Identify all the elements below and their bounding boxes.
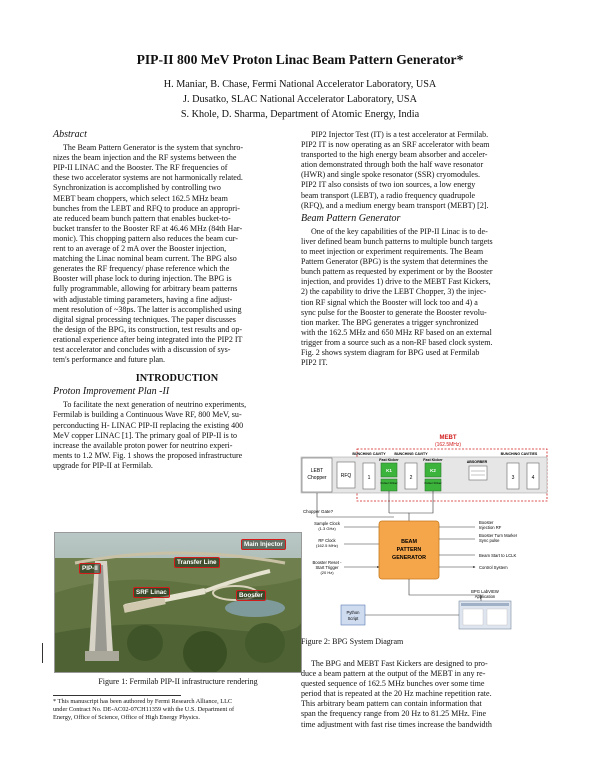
figure2-diagram [299, 433, 551, 633]
labview-titlebar [461, 603, 509, 606]
cavity-4-number: 4 [531, 475, 535, 481]
text-line: digital signal processing techniques. The paper discusses [53, 314, 236, 324]
text-line: ation demonstrated through both the half wave resonator [301, 160, 484, 170]
labview-label-2: Application [474, 594, 496, 599]
mebt-freq: (162.5MHz) [434, 442, 462, 448]
text-line: bucket transfer to the Booster RF at 46.46 MHz (84th Har- [53, 223, 243, 233]
text-line: these two accelerator systems are not harmonically related. [53, 173, 243, 183]
text-line: sync pulse for the Booster to generate the Booster revolu- [301, 307, 487, 317]
output-beam-start: Beam Start to LCLK [479, 553, 517, 558]
bpg-box-line-1: BEAM [401, 539, 417, 545]
cavity-3-number: 3 [511, 475, 515, 481]
start-trigger-label: Start Trigger [315, 565, 339, 570]
output-control-system: Control System [479, 565, 508, 570]
python-box [341, 605, 365, 625]
absorber-label: ABSORBER [466, 460, 488, 464]
text-line: perconducting H- LINAC PIP-II replacing the existing 400 [53, 420, 244, 430]
figure1-label-transfer-line: Transfer Line [174, 557, 220, 568]
figure1-label-srf-linac: SRF Linac [133, 587, 170, 598]
text-line: trigger from a source such as a non-RF based clock system. [301, 337, 493, 347]
rfq-label: RFQ [340, 473, 352, 479]
cavity-2-number: 2 [409, 475, 413, 481]
output-arrows [439, 527, 475, 567]
text-line: PIP2 Injector Test (IT) is a test accelerator at Fermilab. [311, 130, 489, 139]
mebt-label: MEBT [439, 435, 457, 441]
text-line: span the frequency range from 20 Hz to 81.25 MHz. Fine [301, 709, 487, 719]
introduction-heading: INTRODUCTION [135, 373, 219, 385]
text-line: beam transport (LEBT), a radio frequency quadrupole [301, 190, 476, 200]
absorber-box [469, 466, 487, 480]
start-trigger-freq: (20 Hz) [320, 570, 334, 575]
text-line: PIP2 IT also consists of two ion sources, a low energy [301, 180, 476, 190]
python-label: Python [346, 610, 360, 615]
labview-panel-2 [487, 609, 507, 625]
text-line: 2) the capability to drive the LEBT Chopper, 3) the injec- [301, 287, 487, 297]
bpg-section-heading: Beam Pattern Generator [301, 212, 401, 224]
text-line: Fig. 2 shows system diagram for BPG used at Fermilab [301, 347, 480, 357]
abstract-body [53, 143, 301, 365]
text-line: with adjustable timing parameters, having a fine adjust- [53, 294, 233, 304]
text-line: quested sequence of 162.5 MHz bunches over some time [301, 679, 485, 689]
figure1-rendering [55, 533, 301, 672]
text-line: bunch pattern as requested by experiment or by the Booster [301, 267, 493, 277]
right-column [301, 130, 549, 368]
pip2-subheading: Proton Improvement Plan -II [53, 386, 170, 398]
text-line: Pattern Generator (BPG) is the system that determines the [301, 257, 488, 267]
footnote [53, 695, 303, 722]
output-booster: Booster [479, 520, 494, 525]
figure1-image [54, 532, 302, 673]
text-line: This arbitrary beam pattern can contain information that [301, 699, 482, 709]
text-line: fully programmable, allowing for arbitrary beam patterns [53, 284, 238, 294]
text-line: One of the key capabilities of the PIP-II Linac is to de- [311, 226, 488, 236]
text-line: (HWR) and single spoke resonator (SSR) cryomodules. [301, 170, 481, 180]
text-line: bunches from the LEBT and RFQ to produce an appropri- [53, 203, 240, 213]
text-line: transported to the high energy beam absorber and acceler- [301, 150, 488, 160]
text-line: The BPG and MEBT Fast Kickers are designed to pro- [311, 659, 488, 668]
footnote-line-2: under Contract No. DE-AC02-07CH11359 with the U.S. Department of [53, 706, 235, 713]
text-line: duce a beam pattern at the output of the MEBT in any re- [301, 669, 486, 679]
text-line: The Beam Pattern Generator is the system that synchro- [63, 143, 244, 153]
figure2-caption: Figure 2: BPG System Diagram [301, 637, 404, 646]
text-line: generates the RF frequency/ phase reference which the [53, 264, 230, 274]
text-line: (RFQ), and a medium energy beam transport (MEBT) [2]. [301, 200, 489, 210]
text-line: time adjustment with fast rise times increase the bandwidth [301, 719, 492, 729]
labview-panel-1 [463, 609, 483, 625]
text-line: To facilitate the next generation of neutrino experiments, [63, 400, 247, 410]
text-line: injection, and provides 1) drive to the MEBT Fast Kickers, [301, 277, 491, 287]
text-line: ments to 1.2 MW. Fig. 1 shows the proposed infrastructure [53, 450, 243, 460]
rf-clock-freq: (162.5 MHz) [315, 543, 339, 548]
sample-clock-label: Sample Clock [314, 521, 340, 526]
lebt-chopper-label: Chopper [307, 475, 327, 481]
text-line: upgrade for PIP-II at Fermilab. [53, 460, 153, 470]
author-line-3: S. Khole, D. Sharma, Department of Atomic Energy, India [180, 109, 420, 120]
python-label-2: Script [347, 616, 359, 621]
footnote-rule [53, 695, 181, 696]
kicker-k2-label: K2 [430, 468, 436, 473]
text-line: Synchronization is accomplished by controlling two [53, 183, 221, 193]
kicker-k1-label: K1 [386, 468, 392, 473]
figure1-caption: Figure 1: Fermilab PIP-II infrastructure rendering [98, 677, 258, 686]
sample-clock-freq: (1.3 GHz) [318, 526, 336, 531]
left-column [53, 130, 301, 471]
text-line: monic). This chopping pattern also reduces the beam cur- [53, 233, 238, 243]
text-line: period that is repeated at the 20 Hz machine repetition rate. [301, 689, 492, 699]
abstract-heading: Abstract [53, 129, 87, 140]
text-line: Fermilab is building a Continuous Wave RF, 800 MeV, su- [53, 410, 242, 420]
text-line: MEBT beam choppers, which select 162.5 MHz beam [53, 193, 228, 203]
text-line: test accelerator and concludes with a discussion of sys- [53, 344, 231, 354]
bpg-mebt-body [301, 659, 549, 730]
lebt-label: LEBT [310, 468, 324, 474]
text-line: nizes the beam injection and the RF systems between the [53, 153, 237, 163]
text-line: increase the available proton power for neutrino experi- [53, 440, 233, 450]
text-line: PIP2 IT. [301, 358, 328, 368]
author-line-2: J. Dusatko, SLAC National Accelerator Laboratory, USA [183, 94, 417, 105]
text-line: the design of the BPG, its construction, test results and op- [53, 324, 243, 334]
text-line: rent to an average of 2 mA over the Booster injection, [53, 244, 227, 254]
text-line: liver defined beam bunch patterns to multiple bunch targets [301, 236, 493, 246]
figure2-svg [299, 433, 551, 633]
author-line-1: H. Maniar, B. Chase, Fermi National Accelerator Laboratory, USA [163, 79, 437, 90]
text-line: PIP2 IT is now operating as an SRF accelerator with beam [301, 140, 490, 150]
input-arrows [344, 527, 379, 567]
text-line: to meet injection or experiment requirements. The Beam [301, 247, 484, 257]
bunching-cavities-label: BUNCHING CAVITIES [500, 452, 538, 456]
figure1-label-main-injector: Main Injector [241, 539, 286, 550]
kicker-driver-2-label: Kicker Driver [424, 481, 442, 485]
bpg-box-line-3: GENERATOR [392, 555, 426, 561]
kicker-driver-1-label: Kicker Driver [380, 481, 398, 485]
text-line: ment resolution of ~38ps. The latter is accomplished using [53, 304, 242, 314]
margin-change-bar [42, 643, 43, 663]
text-line: MeV copper LINAC [1]. The primary goal of PIP-II is to [53, 430, 238, 440]
footnote-line-1: * This manuscript has been authored by Fermi Research Alliance, LLC [53, 698, 233, 705]
bpg-box-line-2: PATTERN [396, 547, 422, 553]
text-line: Booster will phase lock to during injection. The BPG is [53, 274, 232, 284]
text-line: tion RF signal which the Booster will lock too and 4) a [301, 297, 478, 307]
output-sync-pulse: Sync pulse [479, 538, 500, 543]
fast-kicker-label-2: Fast Kicker [423, 458, 443, 462]
bpg-section-body [301, 227, 549, 368]
right-bottom-column [301, 659, 549, 730]
rf-clock-label: RF Clock [318, 538, 336, 543]
figure1-label-pip2: PIP-II [79, 563, 101, 574]
output-turn-marker: Booster Turn Marker [479, 533, 518, 538]
text-line: tem's performance and future plan. [53, 355, 166, 365]
figure1-label-booster: Booster [236, 590, 266, 601]
text-line: matching the Linac nominal beam current. The BPG also [53, 254, 237, 264]
paper-title: PIP-II 800 MeV Proton Linac Beam Pattern Generator* [136, 52, 464, 67]
output-injection-rf: Injection RF [479, 525, 502, 530]
text-line: with the 162.5 MHz and 650 MHz RF based on an external [301, 327, 492, 337]
bunching-cavity-label-2: BUNCHING CAVITY [394, 452, 428, 456]
cavity-1-number: 1 [367, 475, 371, 481]
text-line: erational experience after being integrated into the PIP2 IT [53, 334, 243, 344]
text-line: tion marker. The BPG generates a trigger synchronized [301, 317, 479, 327]
footnote-line-3: Energy, Office of Science, Office of High Energy Physics. [53, 714, 200, 721]
pip2-it-body [301, 130, 549, 211]
text-line: ate reduced beam bunch pattern that enables bucket-to- [53, 213, 231, 223]
text-line: PIP-II LINAC and the Booster. The RF frequencies of [53, 163, 228, 173]
bunching-cavity-label-1: BUNCHING CAVITY [352, 452, 386, 456]
introduction-body [53, 400, 301, 471]
fast-kicker-label-1: Fast Kicker [379, 458, 399, 462]
chopper-gate-label: Chopper Gate? [303, 509, 334, 514]
booster-reset-label: Booster Reset - [312, 560, 342, 565]
labview-label: BPG LabVIEW [471, 589, 499, 594]
